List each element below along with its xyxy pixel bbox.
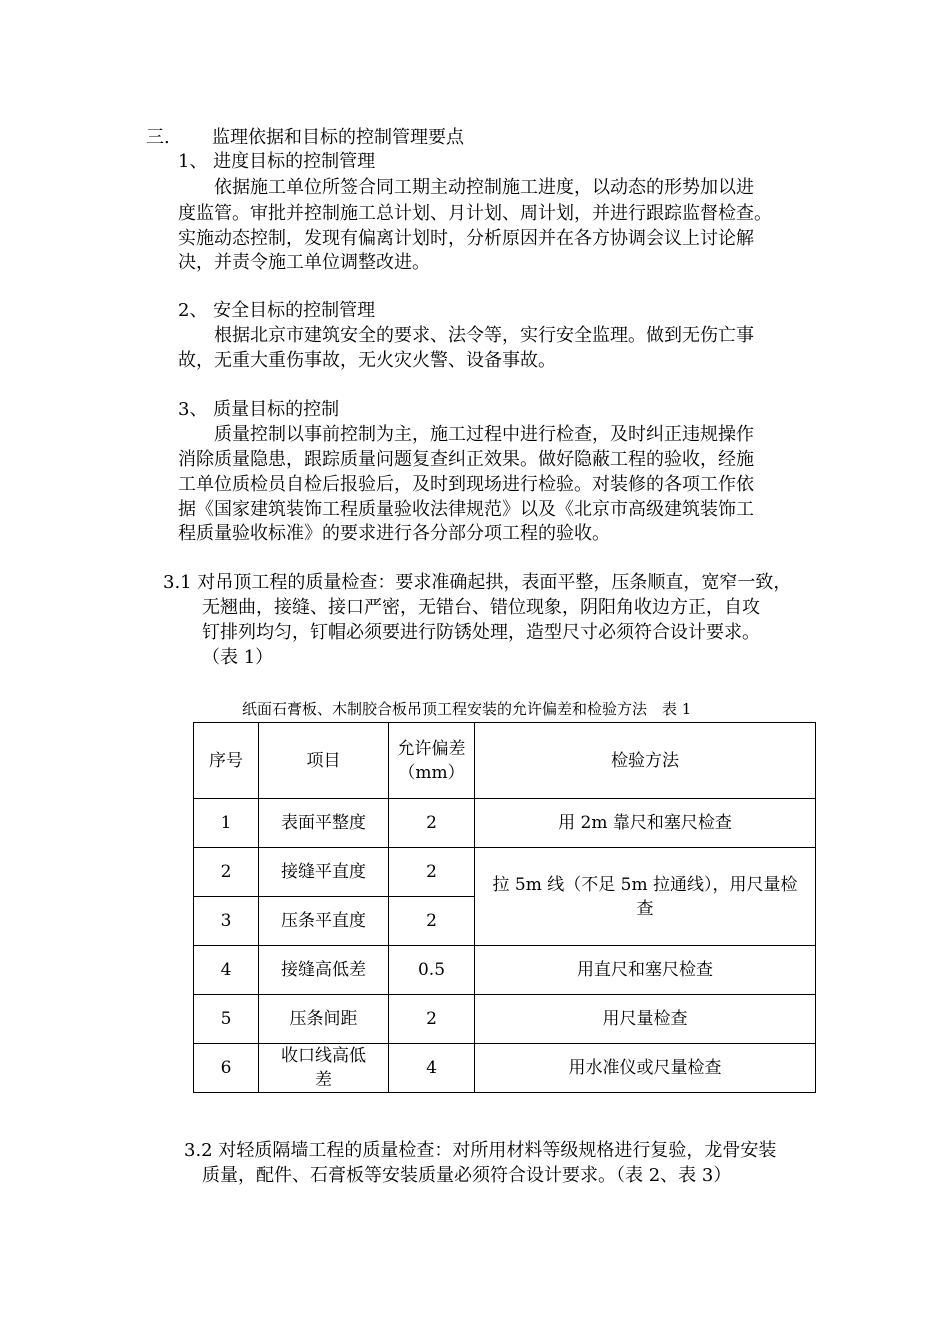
item3-line: 据《国家建筑装饰工程质量验收法律规范》以及《北京市高级建筑装饰工 xyxy=(178,499,754,520)
table-row xyxy=(194,799,816,848)
cell-no: 5 xyxy=(194,995,259,1044)
cell-no: 1 xyxy=(194,799,259,848)
sub31-line: 3.1 对吊顶工程的质量检查：要求准确起拱，表面平整，压条顺直，宽窄一致， xyxy=(163,572,792,593)
item1-heading: 1、 进度目标的控制管理 xyxy=(178,151,376,172)
sub32-line: 质量，配件、石膏板等安装质量必须符合设计要求。（表 2、表 3） xyxy=(202,1165,732,1186)
cell-tolerance: 0.5 xyxy=(389,946,475,995)
cell-item: 接缝平直度 xyxy=(259,848,389,897)
table-header-row xyxy=(194,723,816,799)
section-title: 监理依据和目标的控制管理要点 xyxy=(212,127,464,148)
item3-line: 程质量验收标准》的要求进行各分部分项工程的验收。 xyxy=(178,523,610,544)
table-row xyxy=(194,1044,816,1093)
cell-tolerance: 2 xyxy=(389,848,475,897)
item3-line: 消除质量隐患，跟踪质量问题复查纠正效果。做好隐蔽工程的验收，经施 xyxy=(178,449,754,470)
item2-line: 根据北京市建筑安全的要求、法令等，实行安全监理。做到无伤亡事 xyxy=(214,325,754,346)
item1-line: 实施动态控制，发现有偏离计划时，分析原因并在各方协调会议上讨论解 xyxy=(178,228,754,249)
item1-line: 度监管。审批并控制施工总计划、月计划、周计划，并进行跟踪监督检查。 xyxy=(178,203,772,224)
item3-line: 工单位质检员自检后报验后，及时到现场进行检验。对装修的各项工作依 xyxy=(178,474,754,495)
table-row xyxy=(194,946,816,995)
header-item: 项目 xyxy=(259,723,389,799)
cell-no: 6 xyxy=(194,1044,259,1093)
cell-item: 压条间距 xyxy=(259,995,389,1044)
header-no: 序号 xyxy=(194,723,259,799)
cell-tolerance: 2 xyxy=(389,995,475,1044)
cell-method: 用水准仪或尺量检查 xyxy=(475,1044,816,1093)
table-row xyxy=(194,995,816,1044)
section-number: 三. xyxy=(146,127,170,148)
cell-method: 用直尺和塞尺检查 xyxy=(475,946,816,995)
table-row xyxy=(194,848,816,897)
sub31-line: （表 1） xyxy=(202,647,274,668)
tolerance-table xyxy=(193,722,816,1093)
cell-method: 用 2m 靠尺和塞尺检查 xyxy=(475,799,816,848)
sub32-line: 3.2 对轻质隔墙工程的质量检查：对所用材料等级规格进行复验，龙骨安装 xyxy=(184,1140,777,1161)
cell-method: 用尺量检查 xyxy=(475,995,816,1044)
header-method: 检验方法 xyxy=(475,723,816,799)
item1-line: 依据施工单位所签合同工期主动控制施工进度，以动态的形势加以进 xyxy=(214,177,754,198)
cell-item: 表面平整度 xyxy=(259,799,389,848)
cell-tolerance: 2 xyxy=(389,799,475,848)
sub31-line: 钉排列均匀，钉帽必须要进行防锈处理，造型尺寸必须符合设计要求。 xyxy=(202,622,760,643)
cell-method: 拉 5m 线（不足 5m 拉通线），用尺量检查 xyxy=(475,848,816,946)
cell-no: 3 xyxy=(194,897,259,946)
cell-no: 2 xyxy=(194,848,259,897)
item2-line: 故，无重大重伤事故，无火灾火警、设备事故。 xyxy=(178,350,556,371)
item1-line: 决，并责令施工单位调整改进。 xyxy=(178,252,430,273)
cell-no: 4 xyxy=(194,946,259,995)
sub31-line: 无翘曲，接缝、接口严密，无错台、错位现象，阴阳角收边方正，自攻 xyxy=(202,597,760,618)
cell-tolerance: 2 xyxy=(389,897,475,946)
item2-heading: 2、 安全目标的控制管理 xyxy=(178,300,376,321)
table-caption: 纸面石膏板、木制胶合板吊顶工程安装的允许偏差和检验方法 表 1 xyxy=(242,700,692,718)
cell-tolerance: 4 xyxy=(389,1044,475,1093)
cell-item: 收口线高低差 xyxy=(259,1044,389,1093)
header-tolerance: 允许偏差（mm） xyxy=(389,723,475,799)
cell-item: 压条平直度 xyxy=(259,897,389,946)
item3-heading: 3、 质量目标的控制 xyxy=(178,399,340,420)
item3-line: 质量控制以事前控制为主，施工过程中进行检查，及时纠正违规操作 xyxy=(214,424,754,445)
cell-item: 接缝高低差 xyxy=(259,946,389,995)
